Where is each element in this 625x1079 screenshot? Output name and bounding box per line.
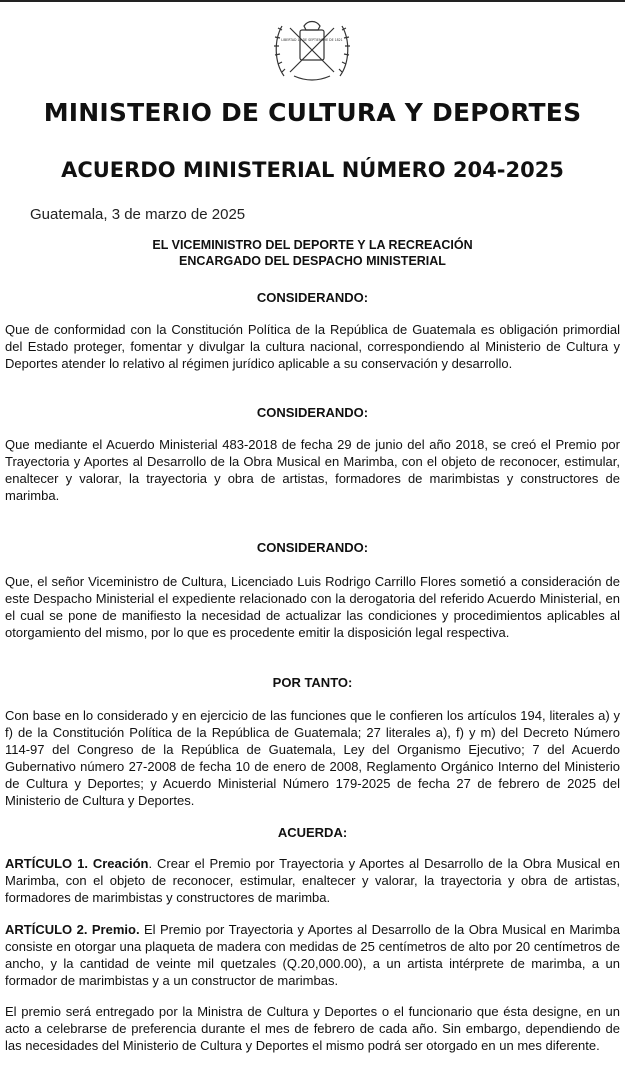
considerando-heading-1: CONSIDERANDO:	[256, 290, 369, 305]
article-1-text: . Crear el Premio por Trayectoria y Aportes al Desarrollo de la Obra Musical en Marimba, con el objeto de reconocer, estimular, enaltecer y valorar, la trayectoria y obra de artistas, formadores de marimbistas y constructores de marimba.	[5, 856, 620, 905]
considerando-paragraph-2: Que mediante el Acuerdo Ministerial 483-2018 de fecha 29 de junio del año 2018, se creó el Premio por Trayectoria y Aportes al Desarrollo de la Obra Musical en Marimba, con el objeto de reconocer, estimular, enaltecer y valorar, la trayectoria y obra de artistas, formadores de marimbistas y constructores de marimba.	[5, 437, 620, 503]
ministry-name: MINISTERIO DE CULTURA Y DEPORTES	[43, 98, 582, 127]
por-tanto-paragraph: Con base en lo considerado y en ejercicio de las funciones que le confieren los artículos 194, literales a) y f) de la Constitución Política de la República de Guatemala; 27 literales a), f) y m) del Decreto Número 114-97 del Congreso de la República de Guatemala, Ley del Organismo Ejecutivo; 7 del Acuerdo Gubernativo número 27-2008 de fecha 10 de enero de 2008, Reglamento Orgánico Interno del Ministerio de Cultura y Deportes; y Acuerdo Ministerial Número 179-2025 de fecha 27 de febrero de 2025 del Ministerio de Cultura y Deportes.	[5, 708, 620, 808]
considerando-paragraph-3: Que, el señor Viceministro de Cultura, Licenciado Luis Rodrigo Carrillo Flores sometió a consideración de este Despacho Ministerial el expediente relacionado con la derogatoria del referido Acuerdo Ministerial, en el cual se pone de manifiesto la necesidad de actualizar las condiciones y procedimientos aplicables al otorgamiento del mismo, por lo que es procedente emitir la disposición legal respectiva.	[5, 574, 620, 640]
acuerda-heading: ACUERDA:	[277, 825, 348, 840]
svg-text:LIBERTAD 15 DE SEPTIEMBRE DE 1: LIBERTAD 15 DE SEPTIEMBRE DE 1821	[281, 38, 343, 42]
article-2-label: ARTÍCULO 2. Premio.	[5, 922, 140, 937]
official-line-2: ENCARGADO DEL DESPACHO MINISTERIAL	[179, 254, 446, 268]
coat-of-arms-seal-icon	[270, 6, 354, 90]
document-title: ACUERDO MINISTERIAL NÚMERO 204-2025	[61, 158, 564, 182]
place-date: Guatemala, 3 de marzo de 2025	[30, 206, 246, 223]
official-line-1: EL VICEMINISTRO DEL DEPORTE Y LA RECREACIÓN	[152, 238, 473, 252]
article-2	[5, 921, 620, 989]
issuing-official	[0, 237, 625, 269]
article-1-label: ARTÍCULO 1. Creación	[5, 856, 149, 871]
top-border-line	[0, 0, 625, 2]
considerando-heading-2: CONSIDERANDO:	[256, 405, 369, 420]
considerando-heading-3: CONSIDERANDO:	[256, 540, 369, 555]
por-tanto-heading: POR TANTO:	[272, 675, 353, 690]
article-2-paragraph-2: El premio será entregado por la Ministra de Cultura y Deportes o el funcionario que ésta designe, en un acto a celebrarse de preferencia durante el mes de febrero de cada año. Sin embargo, dependiendo de las necesidades del Ministerio de Cultura y Deportes el mismo podrá ser otorgado en un mes diferente.	[5, 1004, 620, 1053]
article-2-text: El Premio por Trayectoria y Aportes al Desarrollo de la Obra Musical en Marimba consiste en otorgar una plaqueta de madera con medidas de 25 centímetros de alto por 20 centímetros de ancho, y la cantidad de veinte mil quetzales (Q.20,000.00), a un artista intérprete de marimba, a un formador de marimbistas y a un constructor de marimbas.	[5, 922, 620, 988]
article-1	[5, 855, 620, 906]
considerando-paragraph-1: Que de conformidad con la Constitución Política de la República de Guatemala es obligación primordial del Estado proteger, fomentar y divulgar la cultura nacional, correspondiendo al Ministerio de Cultura y Deportes atender lo relativo al régimen jurídico aplicable a su conservación y desarrollo.	[5, 322, 620, 371]
